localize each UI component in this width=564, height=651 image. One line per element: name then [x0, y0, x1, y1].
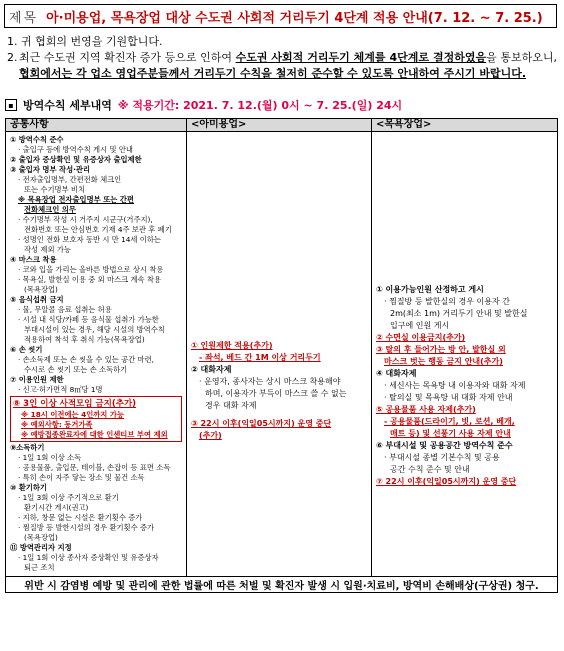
bath-rule-3: ③ 탈의 후 들어가는 방 안, 발한실 외: [376, 345, 506, 354]
bath-rule-7: ⑦ 22시 이후(익일05시까지) 운영 중단: [376, 477, 517, 486]
common-rule-line: ④ 마스크 착용: [10, 255, 57, 264]
common-rule-line: · 수기명부 작성 시 거주지 시군구(거주지),: [18, 215, 153, 224]
bath-rule-5-line-2: 매트 등) 및 선풍기 사용 자제 안내: [390, 429, 511, 438]
beauty-rule-3-tag: (추가): [199, 431, 222, 440]
bath-rule-2: ② 수면실 이용금지(추가): [376, 333, 466, 342]
common-rule-tail-line: · 1일 1회 이상 소독: [18, 453, 82, 462]
common-rule-line: ① 방역수칙 준수: [10, 135, 64, 144]
common-rule-line: · 출입구 등에 방역수칙 게시 및 안내: [18, 145, 133, 154]
common-rule-tail-line: · 특히 손이 자주 닿는 장소 및 물건 소독: [18, 473, 145, 482]
table-header-row: [6, 119, 558, 132]
common-rule-line: 또는 수기명부 비치: [24, 185, 86, 194]
beauty-rule-1-detail: - 좌석, 베드 간 1M 이상 거리두기: [199, 353, 321, 362]
bath-rule-4: ④ 대화자제: [376, 369, 417, 378]
title-prefix: 제목: [9, 10, 39, 26]
gathering-ban-note: ※ 18시 이전에는 4인까지 가능: [21, 410, 124, 419]
table-footer-row: [6, 577, 558, 593]
common-rule-line: 적용하여 착석 후 취식 가능(목욕장업): [24, 335, 145, 344]
intro-item-2-part-c: 을 통보하오니,: [486, 51, 557, 64]
intro-item-2-number: 2.: [7, 51, 18, 64]
intro-item-2-decision: 수도권 사회적 거리두기 체계를 4단계로 결정하였음: [235, 51, 487, 64]
common-rule-tail-line: ⑩ 환기하기: [10, 483, 47, 492]
beauty-rule-1: ① 인원제한 적용(추가): [191, 341, 273, 350]
beauty-rules-cell: [187, 132, 372, 577]
common-rule-line: ② 출입자 증상확인 및 유증상자 출입제한: [10, 155, 142, 164]
beauty-rule-2: ② 대화자제: [191, 365, 232, 374]
common-rule-line: · 전자출입명부, 간편전화 체크인: [18, 175, 122, 184]
common-rule-line: · 코와 입을 가리는 올바른 방법으로 상시 착용: [18, 265, 164, 274]
intro-item-2: [7, 50, 557, 82]
intro-item-2-request: 협회에서는 각 업소 영업주분들께서 거리두기 수칙을 철저히 준수할 수 있도록 안내하여 주시기 바랍니다.: [19, 67, 527, 80]
common-rule-line: ⑥ 손 씻기: [10, 345, 43, 354]
common-rule-line: 부대시설이 있는 경우, 해당 시설의 방역수칙: [24, 325, 165, 334]
bath-rule-1-line-2: 2m(최소 1m) 거리두기 안내 및 발한실: [390, 309, 528, 318]
common-rule-tail-line: (목욕장업): [24, 533, 58, 542]
beauty-rule-2-line-1: · 운영자, 종사자는 상시 마스크 착용해야: [199, 377, 341, 386]
beauty-rule-3: ③ 22시 이후(익일05시까지) 운영 중단: [191, 419, 332, 428]
beauty-rules-list: [187, 132, 371, 445]
common-rule-tail-line: · 찜질방 등 발한시설의 경우 환기횟수 증가: [18, 523, 155, 532]
penalty-notice: 위반 시 감염병 예방 및 관리에 관한 법률에 따른 처벌 및 확진자 발생 시 입원·치료비, 방역비 손해배상(구상권) 청구.: [6, 577, 558, 593]
section-heading: [5, 97, 402, 113]
bath-rule-6: ⑥ 부대시설 및 공용공간 방역수칙 준수: [376, 441, 513, 450]
common-rules-list: [6, 132, 186, 576]
intro-paragraph: [7, 34, 557, 82]
common-rule-tail-line: 환기시간 게시(권고): [24, 503, 89, 512]
rules-table: [5, 118, 558, 593]
document-title-bar: [4, 4, 557, 28]
common-rule-tail-line: 퇴근 조치: [24, 563, 55, 572]
title-text: 아·미용업, 목욕장업 대상 수도권 사회적 거리두기 4단계 적용 안내(7. 12. ~ 7. 25.): [46, 10, 543, 26]
bath-rule-4-line-2: · 탈의실 및 목욕탕 내 대화 자제 안내: [384, 393, 513, 402]
bath-rule-1-line-1: · 찜질방 등 발한실의 경우 이용자 간: [384, 297, 510, 306]
bath-rule-3-line-2: 마스크 벗는 행동 금지 안내(추가): [384, 357, 503, 366]
common-rule-tail-line: ⑨소독하기: [10, 443, 45, 452]
common-rule-tail-line: · 공용물품, 출입문, 테이블, 손잡이 등 표면 소독: [18, 463, 171, 472]
common-rule-line: (목욕장업): [24, 285, 58, 294]
common-rule-line: ③ 출입자 명부 작성·관리: [10, 165, 91, 174]
common-rule-line: · 신고·허가면적 8㎡당 1명: [18, 385, 103, 394]
common-rule-tail-line: · 지하, 창문 없는 시설은 환기횟수 증가: [18, 513, 143, 522]
common-rule-line: ※ 목욕장업 전자출입명부 또는 간편: [18, 195, 134, 204]
bath-rule-5-line-1: - 공용물품(드라이기, 빗, 로션, 베개,: [384, 417, 515, 426]
bath-rules-list: [372, 132, 557, 491]
common-rule-line: 작성 제외 가능: [24, 245, 71, 254]
common-rule-tail-line: ⑪ 방역관리자 지정: [10, 543, 72, 552]
bath-rule-4-line-1: · 세신사는 목욕탕 내 이용자와 대화 자제: [384, 381, 526, 390]
section-label: 방역수칙 세부내역: [23, 99, 112, 112]
application-period: ※ 적용기간: 2021. 7. 12.(월) 0시 ~ 7. 25.(일) 24시: [117, 99, 403, 112]
checkbox-icon: ▪: [5, 99, 17, 111]
header-beauty: <아미용업>: [187, 119, 372, 132]
common-rule-tail-line: · 1일 3회 이상 주기적으로 환기: [18, 493, 119, 502]
common-rule-line: · 손소독제 또는 손 씻을 수 있는 공간 마련,: [18, 355, 154, 364]
bath-rule-6-line-1: · 부대시설 종별 기본수칙 및 공용: [384, 453, 500, 462]
common-rule-line: · 성명인 전화 보호자 동반 시 만 14세 이하는: [18, 235, 161, 244]
beauty-rule-2-line-3: 경우 대화 자제: [205, 401, 257, 410]
common-rule-line: · 시설 내 식당/카페 등 음식물 섭취가 가능한: [18, 315, 159, 324]
intro-item-1: 1. 귀 협회의 번영을 기원합니다.: [7, 35, 163, 48]
intro-item-2-text: [19, 50, 557, 82]
bath-rule-1-line-3: 입구에 인원 게시: [390, 321, 450, 330]
common-rule-line: 전화체크인 의무: [24, 205, 76, 214]
gathering-ban-rule: ⑧ 3인 이상 사적모임 금지(추가): [13, 399, 137, 409]
gathering-ban-note: ※ 예방접종완료자에 대한 인센티브 부여 제외: [21, 430, 168, 439]
common-rule-line: · 물, 무알콜 음료 섭취는 허용: [18, 305, 112, 314]
gathering-ban-note: ※ 예외사항: 동거가족: [21, 420, 93, 429]
beauty-rule-2-line-2: 하며, 이용자가 부득이 마스크 쓸 수 없는: [205, 389, 347, 398]
header-common: 공통사항: [6, 119, 187, 132]
bath-rule-6-line-2: 공간 수칙 준수 및 안내: [390, 465, 470, 474]
common-rule-line: 수시로 손 씻기 또는 손 소독하기: [24, 365, 128, 374]
bath-rules-cell: [372, 132, 558, 577]
common-rules-cell: [6, 132, 187, 577]
private-gathering-ban-box: [10, 396, 182, 442]
common-rule-line: ⑦ 이용인원 제한: [10, 375, 64, 384]
table-body-row: [6, 132, 558, 577]
common-rule-line: 전화번호 또는 안심번호 기재 4주 보관 후 폐기: [24, 225, 172, 234]
common-rule-tail-line: · 1일 1회 이상 종사자 증상확인 및 유증상자: [18, 553, 159, 562]
bath-rule-1: ① 이용가능인원 산정하고 게시: [376, 285, 484, 294]
intro-item-2-part-a: 최근 수도권 지역 확진자 증가 등으로 인하여: [19, 51, 236, 64]
common-rule-line: · 목욕실, 발한실 이용 중 외 마스크 계속 착용: [18, 275, 162, 284]
bath-rule-5: ⑤ 공용물품 사용 자제(추가): [376, 405, 476, 414]
common-rule-line: ⑤ 음식섭취 금지: [10, 295, 64, 304]
header-bath: <목욕장업>: [372, 119, 558, 132]
